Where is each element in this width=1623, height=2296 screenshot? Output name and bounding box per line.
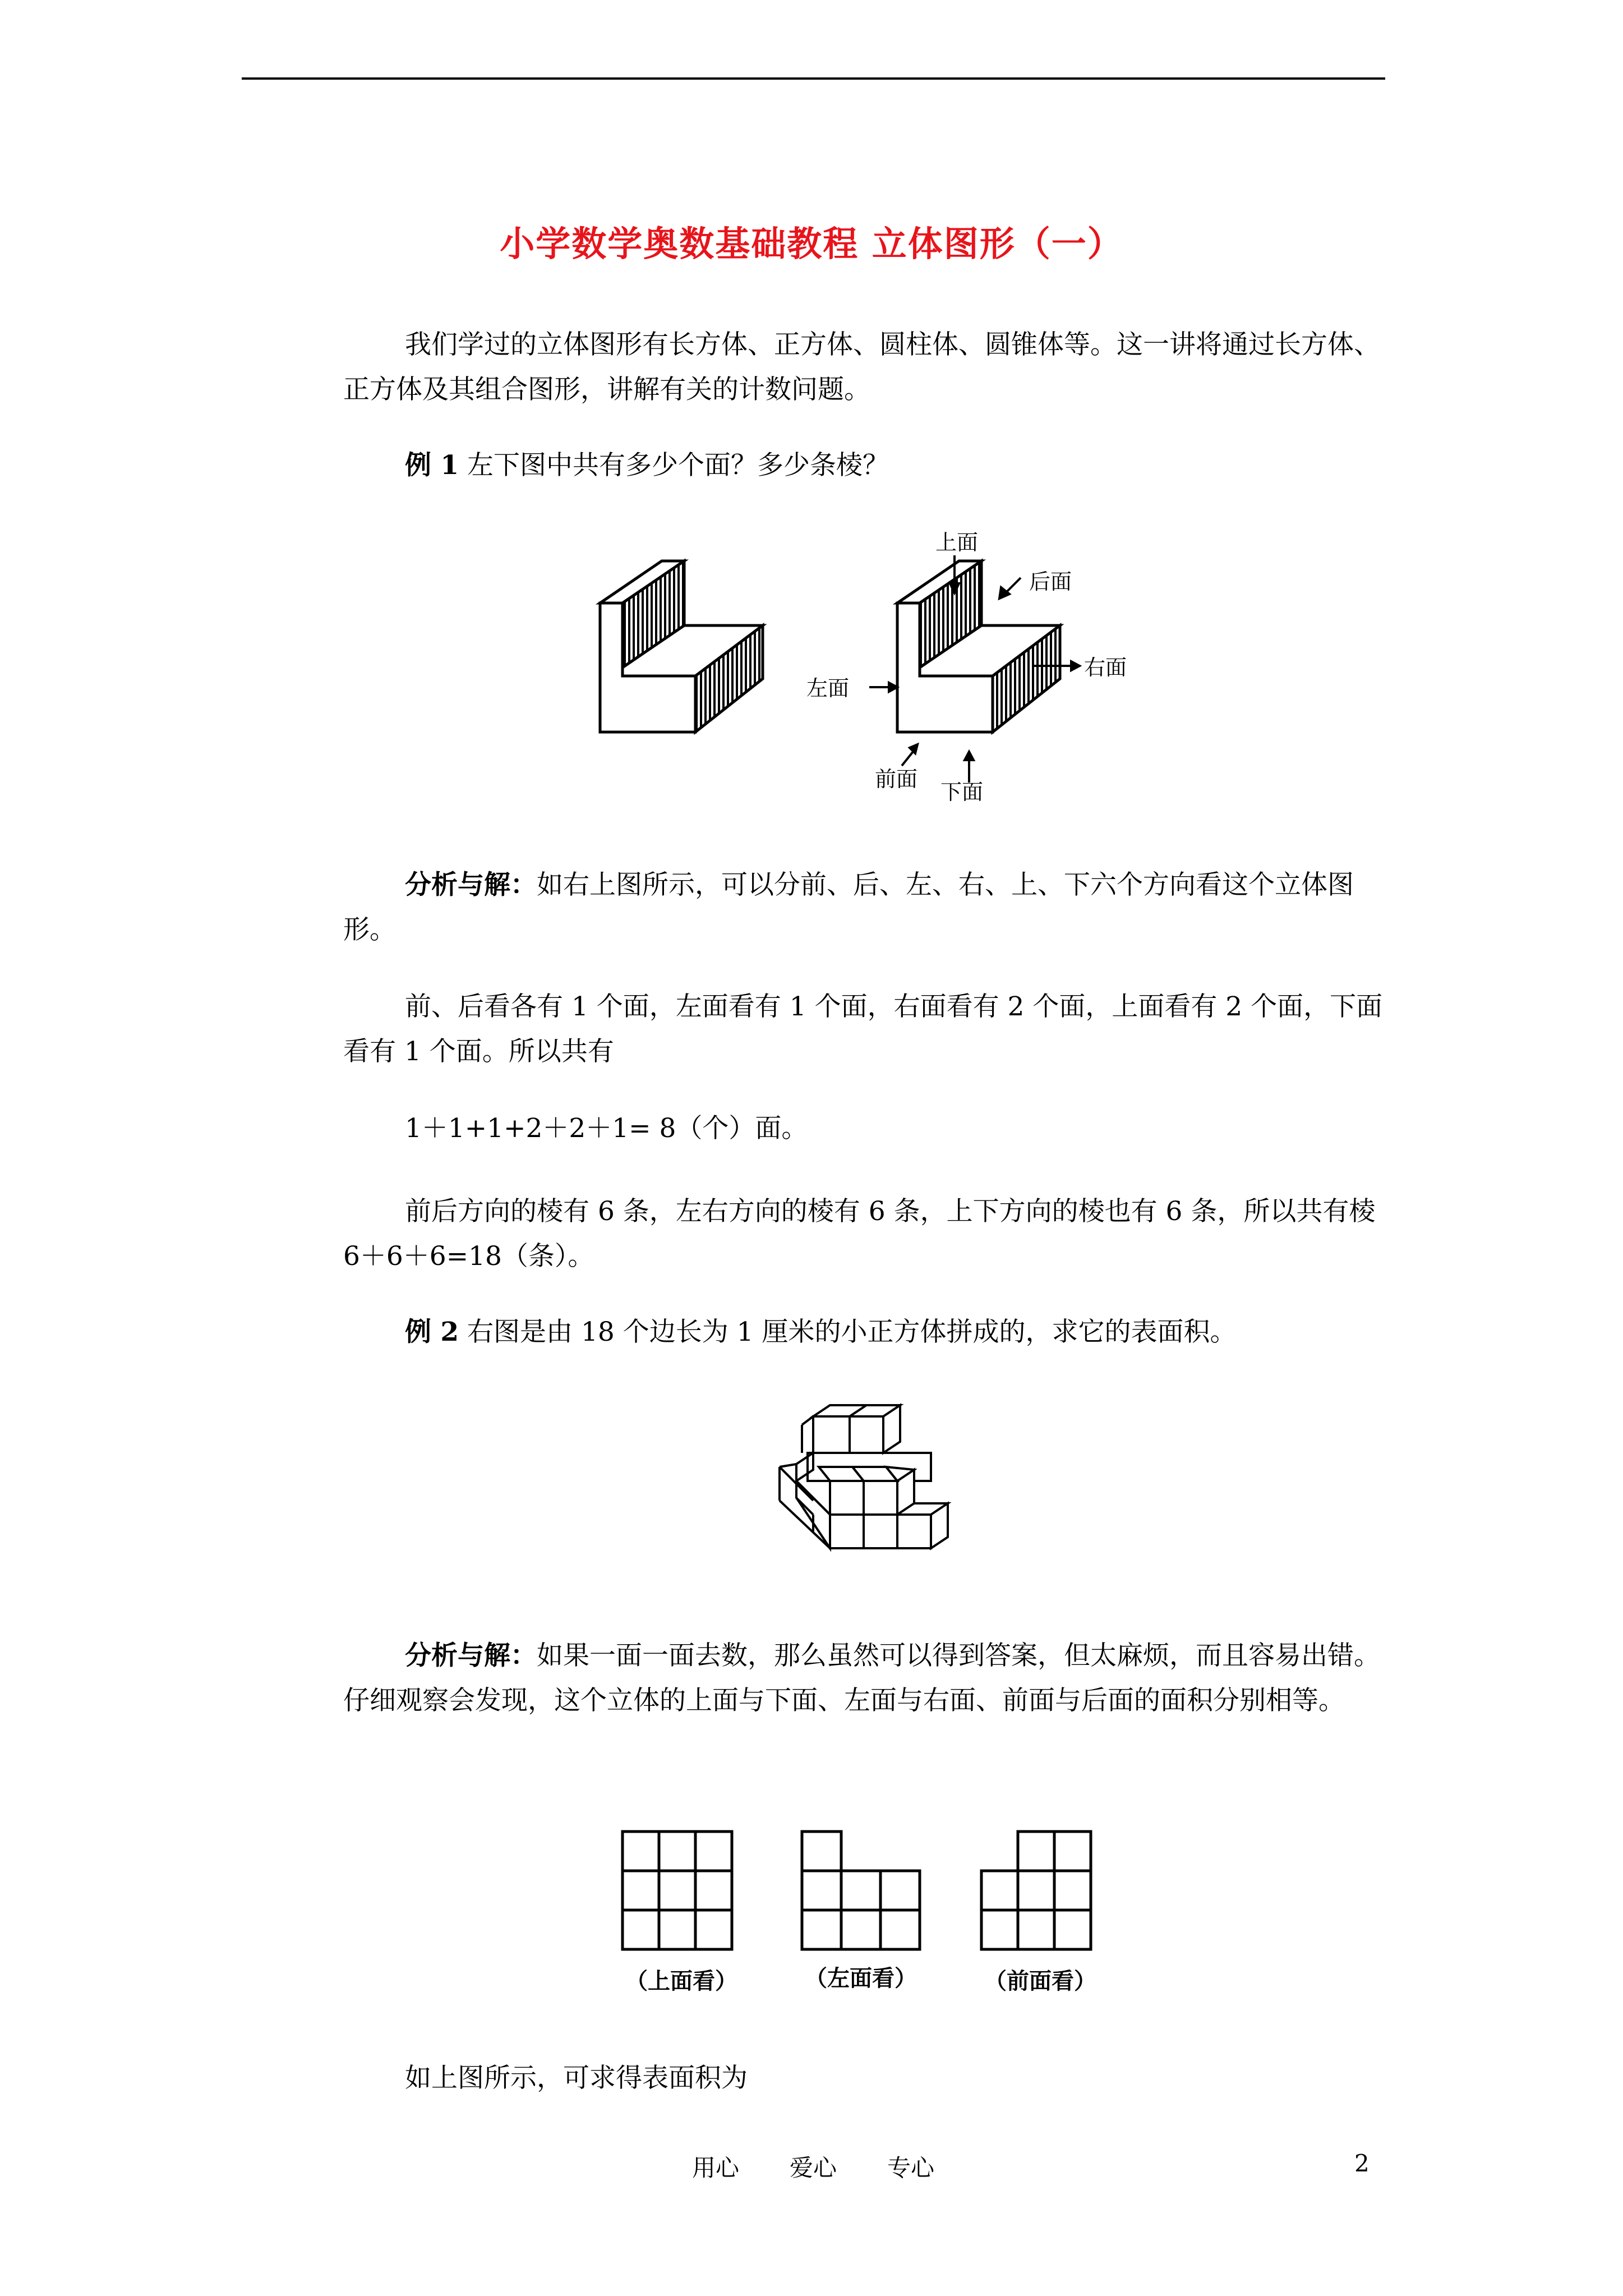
example2-label: 例 2	[405, 1317, 459, 1347]
example1-paragraph-edges: 前后方向的棱有 6 条，左右方向的棱有 6 条，上下方向的棱也有 6 条，所以共有棱 6＋6＋6=18（条）。	[343, 1196, 1376, 1272]
top-view-grid	[623, 1832, 732, 1949]
example2-cube-figure	[768, 1402, 965, 1588]
example2-analysis	[343, 1634, 1386, 1723]
example2-analysis-text: 如果一面一面去数，那么虽然可以得到答案，但太麻烦，而且容易出错。仔细观察会发现，这个立体的上面与下面、左面与右面、前面与后面的面积分别相等。	[343, 1640, 1380, 1716]
footer-motto	[617, 2150, 1009, 2183]
footer-word-2: 爱心	[789, 2154, 837, 2182]
example1-figure	[583, 524, 1133, 811]
footer-word-3: 专心	[887, 2154, 935, 2182]
example2-analysis-label: 分析与解：	[405, 1640, 537, 1671]
example2-question	[343, 1310, 1386, 1355]
footer-word-1: 用心	[691, 2154, 739, 2182]
staircase-solid-left	[600, 561, 763, 732]
example1-analysis-text: 如右上图所示，可以分前、后、左、右、上、下六个方向看这个立体图形。	[343, 869, 1354, 945]
example2-views-figure	[617, 1826, 1122, 2000]
example1-paragraph-sum: 1＋1+1+2＋2＋1= 8（个）面。	[405, 1113, 808, 1144]
page-number: 2	[1354, 2150, 1370, 2177]
label-left-face: 左面	[806, 676, 850, 701]
label-front-face: 前面	[875, 767, 918, 792]
header-rule	[242, 77, 1385, 80]
example2-paragraph-end: 如上图所示，可求得表面积为	[405, 2063, 748, 2093]
example1-analysis-label: 分析与解：	[405, 869, 537, 900]
example1-question	[343, 443, 1386, 488]
label-front-view: （前面看）	[984, 1968, 1096, 1994]
example1-analysis	[343, 863, 1386, 953]
example1-paragraph-faces: 前、后看各有 1 个面，左面看有 1 个面，右面看有 2 个面，上面看有 2 个面，下面看有 1 个面。所以共有	[343, 991, 1383, 1067]
label-right-face: 右面	[1084, 655, 1127, 680]
page-title: 小学数学奥数基础教程 立体图形（一）	[500, 223, 1123, 264]
label-top-face: 上面	[935, 530, 979, 555]
label-back-face: 后面	[1029, 569, 1072, 594]
front-view-grid	[981, 1832, 1091, 1949]
label-top-view: （上面看）	[625, 1968, 737, 1994]
example1-question-text: 左下图中共有多少个面？多少条棱？	[467, 450, 889, 481]
left-view-grid	[802, 1832, 920, 1949]
example1-label: 例 1	[405, 450, 459, 481]
intro-paragraph: 我们学过的立体图形有长方体、正方体、圆柱体、圆锥体等。这一讲将通过长方体、正方体及其组合图形，讲解有关的计数问题。	[343, 329, 1380, 405]
label-left-view: （左面看）	[805, 1966, 917, 1991]
example2-question-text: 右图是由 18 个边长为 1 厘米的小正方体拼成的，求它的表面积。	[467, 1317, 1237, 1347]
label-bottom-face: 下面	[940, 780, 984, 804]
